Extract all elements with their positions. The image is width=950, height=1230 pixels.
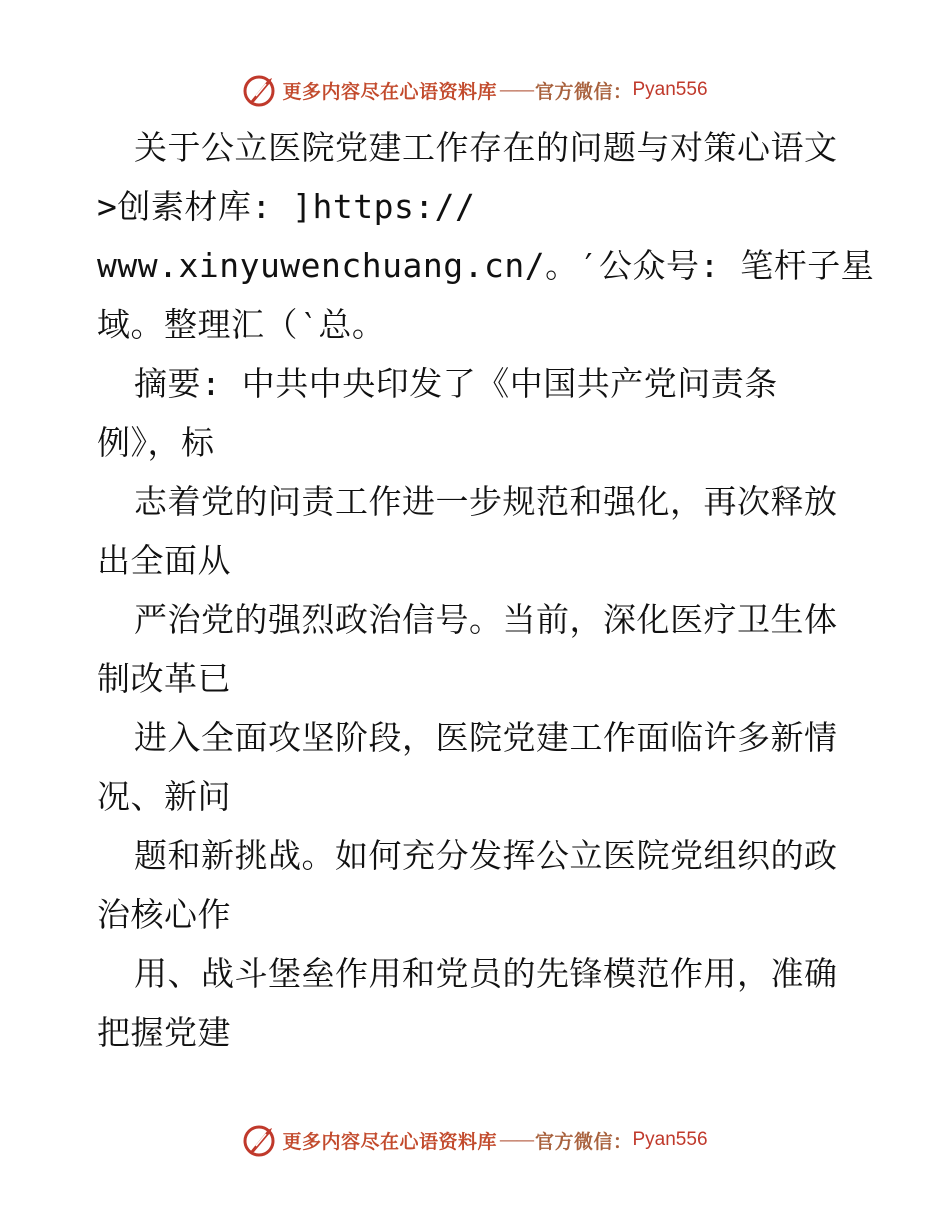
body-text-line: 出全面从 (97, 541, 231, 580)
header-watermark-banner (0, 70, 950, 110)
body-text-line: 摘要: 中共中央印发了《中国共产党问责条 (134, 364, 778, 403)
body-text-line: 关于公立医院党建工作存在的问题与对策心语文 (134, 128, 838, 167)
body-text-line: www.xinyuwenchuang.cn/。′公众号: 笔杆子星 (97, 246, 875, 285)
body-text-line: 题和新挑战。如何充分发挥公立医院党组织的政 (134, 836, 838, 875)
banner-wechat-id: Pyan556 (632, 79, 708, 100)
body-text-line: 例》，标 (97, 423, 215, 462)
footer-watermark-banner (0, 1120, 950, 1160)
banner-official-label: 官方微信： (534, 1130, 633, 1153)
quill-logo-icon (242, 72, 278, 108)
body-text-line: 况、新问 (97, 777, 231, 816)
banner-dash: —— (498, 79, 533, 101)
banner-dash: —— (498, 1129, 533, 1151)
banner-brand-text: 更多内容尽在心语资料库 (282, 1130, 497, 1153)
quill-logo-icon (242, 1122, 278, 1158)
banner-wechat-id: Pyan556 (632, 1129, 708, 1150)
body-text-line: >创素材库: ]https:// (97, 187, 476, 226)
body-text-line: 进入全面攻坚阶段，医院党建工作面临许多新情 (134, 718, 838, 757)
document-body (97, 118, 875, 1062)
banner-brand-text: 更多内容尽在心语资料库 (282, 80, 497, 103)
body-text-line: 严治党的强烈政治信号。当前，深化医疗卫生体 (134, 600, 838, 639)
body-text-line: 把握党建 (97, 1013, 231, 1052)
body-text-line: 志着党的问责工作进一步规范和强化，再次释放 (134, 482, 838, 521)
body-text-line: 制改革已 (97, 659, 231, 698)
body-text-line: 治核心作 (97, 895, 231, 934)
banner-official-label: 官方微信： (534, 80, 633, 103)
body-text-line: 域。整理汇（‵总。 (97, 305, 386, 344)
body-text-line: 用、战斗堡垒作用和党员的先锋模范作用，准确 (134, 954, 838, 993)
